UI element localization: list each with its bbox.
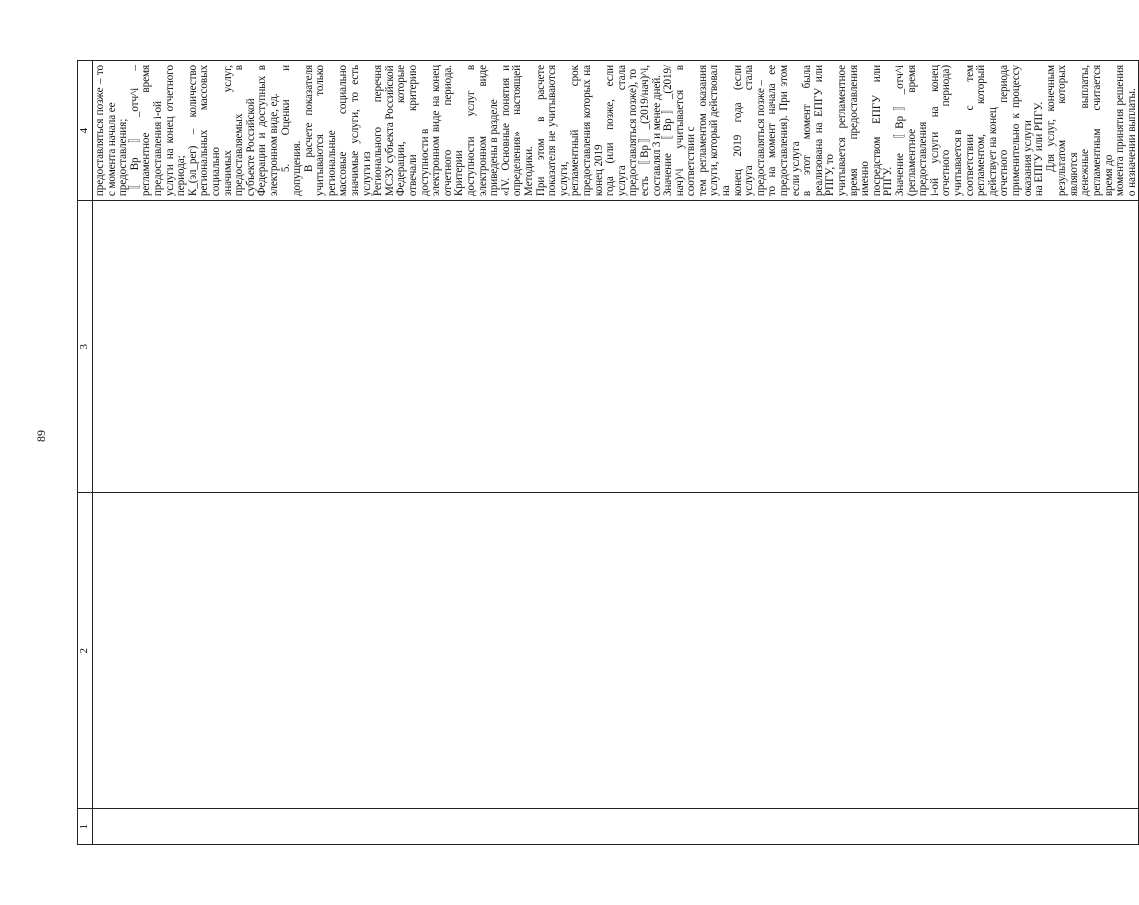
text-line: К_(эл_рег) – количество региональных массовых социально <box>186 65 222 197</box>
text-line: массовые социально значимые услуги, то есть услуги из <box>337 65 373 197</box>
text-line: В расчете показателя учитываются только региональные <box>302 65 338 197</box>
rotated-page <box>77 60 1138 845</box>
text-line: значимых услуг, предоставляемых в субъекте Российской <box>221 65 257 197</box>
cell-col-3 <box>93 201 1139 493</box>
text-line: Федерации и доступных в электронном виде, ед. <box>256 65 280 197</box>
text-line: тем регламентом оказания услуги, который действовал на <box>696 65 733 197</box>
text-line: Значение 〚Вр〛_отч^i (регламентное время предоставления <box>893 65 930 197</box>
text-line: i-ой услуги на конец отчетного периода) учитывается в <box>928 65 964 197</box>
header-col-1: 1 <box>78 809 93 845</box>
header-col-3: 3 <box>78 201 93 493</box>
cell-col-1 <box>93 809 1139 845</box>
text-line: есть 〚Вр〛_(2019/нач)^i, составлял 3 и менее дней. <box>638 65 663 197</box>
page-number: 89 <box>34 430 48 442</box>
text-line: предоставления; <box>117 118 130 197</box>
text-line: учитывается регламентное время предоставления именно <box>836 65 872 197</box>
text-line: 5. Оценки и допущения. <box>279 65 304 197</box>
text-line: «IV. Основные понятия и определения» настоящей Методики. <box>499 65 535 197</box>
text-line: регламентный срок предоставления которых на конец 2019 <box>569 65 605 197</box>
text-line: Федерации, которые отвечали критерию доступности в <box>395 65 431 197</box>
text-line: электронном виде на конец отчетного периода. Критерии <box>430 65 466 197</box>
text-line: Регионального перечня МСЗУ субъекта Российской <box>372 65 396 197</box>
text-line: При этом в расчете показателя не учитываются услуги, <box>534 65 570 197</box>
text-line: момента принятия решения о назначении выплаты. <box>1114 65 1138 197</box>
header-col-4: 4 <box>78 61 93 201</box>
text-line: года (или позже, если услуга стала предоставляться позже), то <box>604 65 640 197</box>
text-line: Для услуг, конечным результатом которых являются <box>1044 65 1080 197</box>
header-col-2: 2 <box>78 493 93 809</box>
text-line: в этот момент была реализована на ЕПГУ или РПГУ, то <box>801 65 837 197</box>
text-line: 〚Вр〛_отч^i – регламентное время предоставления i-ой <box>128 65 164 197</box>
text-line: отчетного периода применительно к процессу оказания услуги <box>998 65 1034 197</box>
methodology-table <box>77 60 1139 845</box>
text-line: предоставляться позже – то с момента начала ее <box>94 65 118 197</box>
cell-col-4 <box>93 61 1139 201</box>
text-line: посредством ЕПГУ или РПГУ. <box>870 65 895 197</box>
header-row <box>78 61 93 845</box>
cell-col-2 <box>93 493 1139 809</box>
text-line: конец 2019 года (если услуга стала предоставляться позже – <box>731 65 767 197</box>
text-line: услуги на конец отчетного периода; <box>163 65 188 197</box>
text-line: Значение 〚Вр〛_(2019/нач)^i учитывается в соответствии с <box>662 65 698 197</box>
text-line: доступности услуг в электронном виде приведены в разделе <box>465 65 501 197</box>
text-line: на ЕПГУ или РПГУ. <box>1033 101 1046 197</box>
content-row <box>93 61 1139 845</box>
text-line: соответствии с тем регламентом, который действует на конец <box>963 65 999 197</box>
text-line: денежные выплаты, регламентным считается время до <box>1079 65 1115 197</box>
text-line: то на момент начала ее предоставления). При этом если услуга <box>766 65 802 197</box>
